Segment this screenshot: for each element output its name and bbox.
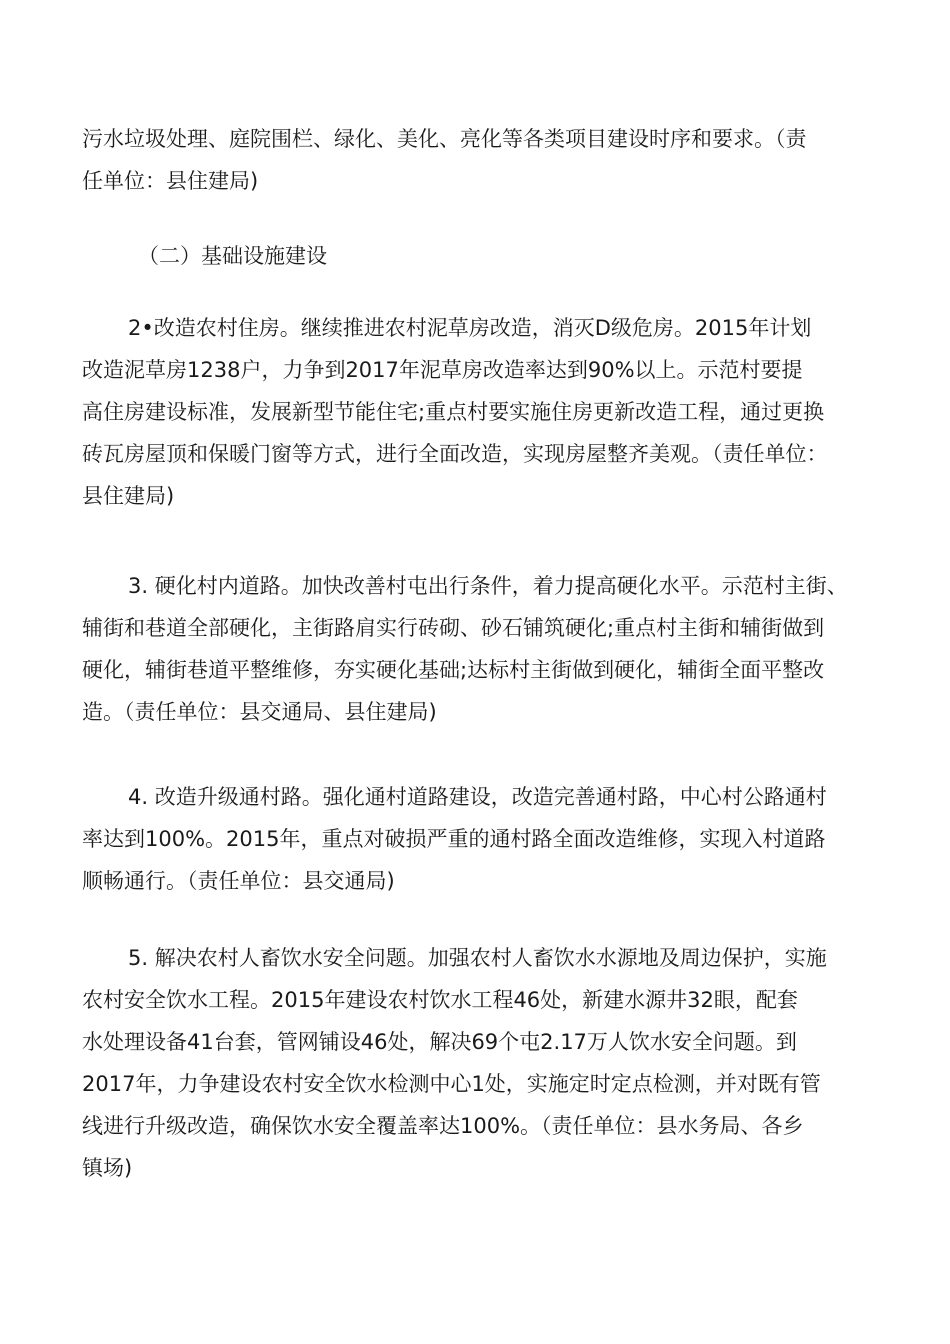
paragraph-item-5: [82, 937, 882, 1189]
text-line: 农村安全饮水工程。2015年建设农村饮水工程46处，新建水源井32眼，配套: [82, 988, 798, 1012]
text-line: 改造泥草房1238户，力争到2017年泥草房改造率达到90%以上。示范村要提: [82, 358, 803, 382]
text-line: 县住建局): [82, 484, 175, 508]
section-heading: [82, 235, 882, 277]
text-line: 线进行升级改造，确保饮水安全覆盖率达100%。（责任单位：县水务局、各乡: [82, 1114, 804, 1138]
text-line: 辅街和巷道全部硬化，主街路肩实行砖砌、砂石铺筑硬化;重点村主街和辅街做到: [82, 616, 825, 640]
text-line: 2017年，力争建设农村安全饮水检测中心1处，实施定时定点检测，并对既有管: [82, 1072, 821, 1096]
text-line: 4. 改造升级通村路。强化通村道路建设，改造完善通村路，中心村公路通村: [128, 785, 827, 809]
text-line: 3. 硬化村内道路。加快改善村屯出行条件，着力提高硬化水平。示范村主街、: [128, 574, 848, 598]
text-line: 砖瓦房屋顶和保暖门窗等方式，进行全面改造，实现房屋整齐美观。（责任单位：: [82, 442, 828, 466]
text-line: 污水垃圾处理、庭院围栏、绿化、美化、亮化等各类项目建设时序和要求。（责: [82, 127, 807, 151]
paragraph-item-4: [82, 776, 882, 902]
paragraph-item-2: [82, 307, 882, 517]
text-line: 造。（责任单位：县交通局、县住建局): [82, 700, 437, 724]
text-line: 高住房建设标准，发展新型节能住宅;重点村要实施住房更新改造工程，通过更换: [82, 400, 825, 424]
text-line: 任单位：县住建局): [82, 169, 259, 193]
text-line: 硬化，辅街巷道平整维修，夯实硬化基础;达标村主街做到硬化，辅街全面平整改: [82, 658, 825, 682]
paragraph-continuation: [82, 118, 882, 202]
text-line: 率达到100%。2015年，重点对破损严重的通村路全面改造维修，实现入村道路: [82, 827, 826, 851]
section-heading-text: （二）基础设施建设: [138, 244, 327, 268]
text-line: 镇场): [82, 1156, 133, 1180]
text-line: 2•改造农村住房。继续推进农村泥草房改造，消灭D级危房。2015年计划: [128, 316, 812, 340]
paragraph-item-3: [82, 565, 882, 733]
text-line: 5. 解决农村人畜饮水安全问题。加强农村人畜饮水水源地及周边保护，实施: [128, 946, 827, 970]
text-line: 顺畅通行。（责任单位：县交通局): [82, 869, 395, 893]
text-line: 水处理设备41台套，管网铺设46处，解决69个屯2.17万人饮水安全问题。到: [82, 1030, 797, 1054]
